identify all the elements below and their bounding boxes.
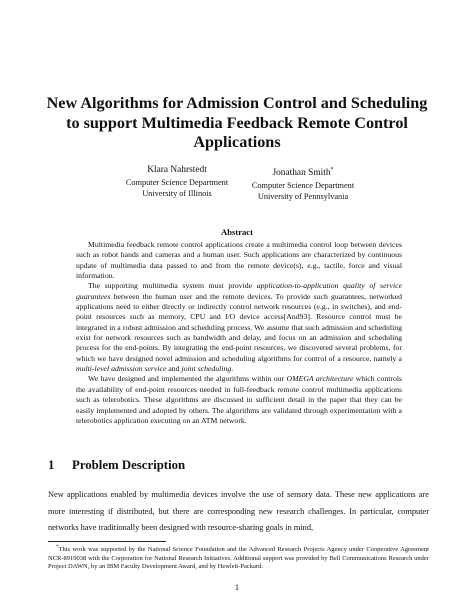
text-run: which controls the availability of end-point resources needed in full-feedback remote control multimedia applications such as telerobotics. These algorithms are discussed in sufficient detail in the paper that they can be easily implemented and adopted by others. The algorithms are validated through experimentation with a telerobotics application executing on an ATM network. bbox=[76, 374, 402, 425]
emphasis: OMEGA architecture bbox=[286, 374, 354, 384]
text-run: The supporting multimedia system must provide bbox=[88, 281, 257, 291]
author-institution: University of Illinois bbox=[142, 189, 212, 199]
author-block-2 bbox=[218, 164, 388, 203]
abstract-body bbox=[76, 240, 402, 426]
text-run: between the human user and the remote devices. To provide such guarantees, networked applications need to either directly or indirectly control network resources (e.g., in switches), and end-point resources such as memory, CPU and I/O device access[And93]. Resource control must be integrated in a robust admission and scheduling process. We assume that such admission and scheduling exist for network resources such as bandwidth and delay, and focus on an admission and scheduling process for the end-points. By integrating the end-point resources, we discovered several problems, for which we have designed novel admission and scheduling algorithms for control of a resource, namely a bbox=[76, 291, 402, 363]
section-heading bbox=[48, 458, 185, 473]
footnote-rule bbox=[48, 541, 166, 542]
abstract-heading: Abstract bbox=[221, 227, 253, 237]
author-affiliation: Computer Science Department bbox=[251, 180, 355, 190]
text-run: and bbox=[166, 364, 182, 374]
abstract-paragraph: Multimedia feedback remote control applications create a multimedia control loop between devices such as robot hands and cameras and a human user. Such applications are characterized by continuous update of multimedia data passed to and from the remote device(s), e.g., tactile, force and visual information. bbox=[76, 240, 402, 281]
abstract-paragraph bbox=[76, 374, 402, 426]
author-name bbox=[218, 164, 388, 180]
emphasis: joint scheduling bbox=[181, 364, 232, 374]
text-run: . bbox=[231, 364, 234, 374]
footnote-marker: * bbox=[330, 167, 334, 173]
section-body bbox=[48, 487, 429, 537]
author-institution: University of Pennsylvania bbox=[257, 192, 349, 202]
section-title: Problem Description bbox=[72, 458, 186, 472]
section-number: 1 bbox=[48, 458, 55, 472]
footnote-text: This work was supported by the National Science Foundation and the Advanced Research Projects Agency under Cooperative Agreement NCR-8919038 with the Corporation for National Research Initiatives. Additional support was provided by Bell Communications Research under Project DAWN, by an IBM Faculty Development Award, and by Hewlett-Packard. bbox=[48, 546, 429, 571]
author-name: Klara Nahrstedt bbox=[147, 165, 207, 175]
emphasis: application-to-application quality of service guarantees bbox=[76, 281, 403, 301]
footnote-paragraph bbox=[48, 544, 429, 572]
paper-title: New Algorithms for Admission Control and Scheduling to support Multimedia Feedback Remote Control Applications bbox=[46, 94, 428, 151]
emphasis: multi-level admission service bbox=[76, 364, 167, 374]
author-affiliation: Computer Science Department bbox=[125, 177, 229, 187]
body-paragraph: New applications enabled by multimedia devices involve the use of sensory data. These new applications are more interesting if distributed, but there are corresponding new research challenges. In particular, computer networks have traditionally been designed with resource-sharing goals in mind, bbox=[48, 490, 429, 533]
footnote bbox=[48, 544, 429, 572]
page-number: 1 bbox=[234, 583, 240, 592]
text-run: We have designed and implemented the algorithms within our bbox=[88, 374, 287, 384]
author-name-text: Jonathan Smith bbox=[272, 168, 331, 179]
abstract-paragraph bbox=[76, 281, 402, 374]
footnote-marker: * bbox=[56, 545, 59, 550]
